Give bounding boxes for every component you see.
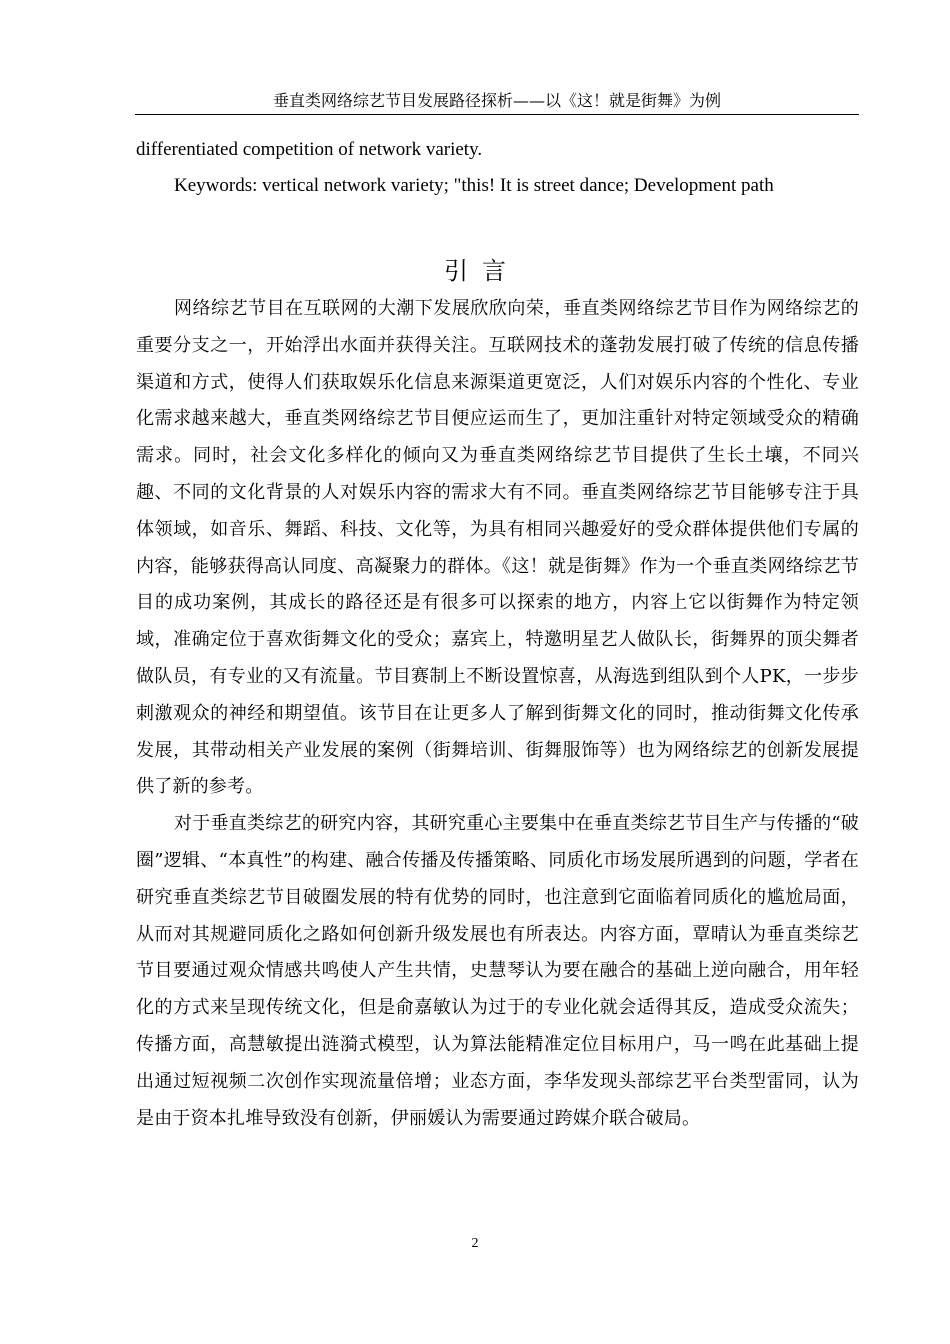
paragraph: 对于垂直类综艺的研究内容，其研究重心主要集中在垂直类综艺节目生产与传播的“破圈”逻辑、“本真性”的构建、融合传播及传播策略、同质化市场发展所遇到的问题，学者在研究垂直类综艺节目破圈发展的特有优势的同时，也注意到它面临着同质化的尴尬局面，从而对其规避同质化之路如何创新升级发展也有所表达。内容方面，覃晴认为垂直类综艺节目要通过观众情感共鸣使人产生共情，史慧琴认为要在融合的基础上逆向融合，用年轻化的方式来呈现传统文化，但是俞嘉敏认为过于的专业化就会适得其反，造成受众流失；传播方面，高慧敏提出涟漪式模型，认为算法能精准定位目标用户，马一鸣在此基础上提出通过短视频二次创作实现流量倍增；业态方面，李华发现头部综艺平台类型雷同，认为是由于资本扎堆导致没有创新，伊丽媛认为需要通过跨媒介联合破局。: [136, 813, 859, 1129]
header-divider: [135, 114, 859, 115]
section-heading: 引言: [444, 257, 520, 285]
paragraph: 网络综艺节目在互联网的大潮下发展欣欣向荣，垂直类网络综艺节目作为网络综艺的重要分支之一，开始浮出水面并获得关注。互联网技术的蓬勃发展打破了传统的信息传播渠道和方式，使得人们获取娱乐化信息来源渠道更宽泛，人们对娱乐内容的个性化、专业化需求越来越大，垂直类网络综艺节目便应运而生了，更加注重针对特定领域受众的精确需求。同时，社会文化多样化的倾向又为垂直类网络综艺节目提供了生长土壤，不同兴趣、不同的文化背景的人对娱乐内容的需求大有不同。垂直类网络综艺节目能够专注于具体领域，如音乐、舞蹈、科技、文化等，为具有相同兴趣爱好的受众群体提供他们专属的内容，能够获得高认同度、高凝聚力的群体。《这！就是街舞》作为一个垂直类网络综艺节目的成功案例，其成长的路径还是有很多可以探索的地方，内容上它以街舞作为特定领域，准确定位于喜欢街舞文化的受众；嘉宾上，特邀明星艺人做队长，街舞界的顶尖舞者做队员，有专业的又有流量。节目赛制上不断设置惊喜，从海选到组队到个人PK，一步步刺激观众的神经和期望值。该节目在让更多人了解到街舞文化的同时，推动街舞文化传承发展，其带动相关产业发展的案例（街舞培训、街舞服饰等）也为网络综艺的创新发展提供了新的参考。: [136, 298, 859, 798]
body-text: [136, 291, 859, 1137]
page-number: 2: [471, 1236, 479, 1251]
keywords-line: Keywords: vertical network variety; "this! It is street dance; Development path: [174, 175, 774, 196]
english-abstract-tail: [136, 137, 858, 209]
abstract-continuation: differentiated competition of network variety.: [136, 139, 483, 160]
running-header: 垂直类网络综艺节目发展路径探析——以《这！就是街舞》为例: [272, 91, 721, 110]
